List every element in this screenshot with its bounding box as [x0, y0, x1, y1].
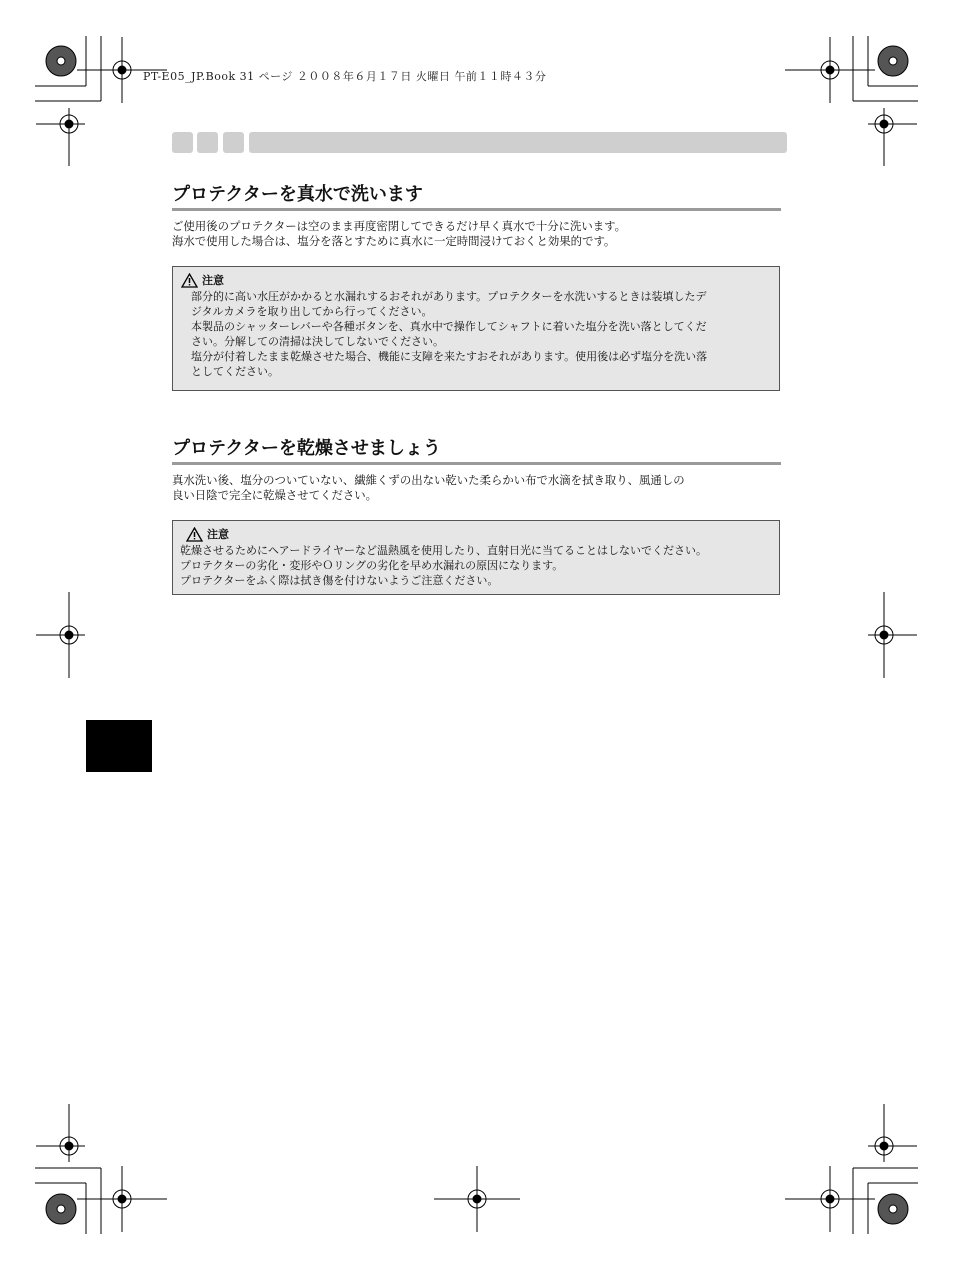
paragraph-line: 良い日陰で完全に乾燥させてください。 [172, 488, 378, 502]
caution-item: プロテクターをふく際は拭き傷を付けないようご注意ください。 [180, 574, 499, 587]
caution-box-dry [172, 520, 780, 595]
paragraph-line: 真水洗い後、塩分のついていない、繊維くずの出ない乾いた柔らかい布で水滴を拭き取り、風通しの [172, 473, 685, 487]
caution-title [181, 273, 771, 288]
caution-item-line: さい。分解しての清掃は決してしないでください。 [191, 335, 444, 348]
caution-item-line: ジタルカメラを取り出してから行ってください。 [191, 305, 433, 318]
caution-item [191, 319, 771, 349]
tab-block [172, 132, 193, 153]
caution-box-wash [172, 266, 780, 391]
caution-item-line: 本製品のシャッターレバーや各種ボタンを、真水中で操作してシャフトに着いた塩分を洗い落としてくだ [191, 320, 707, 333]
section-heading-dry: プロテクターを乾燥させましょう [172, 434, 781, 465]
caution-item: 乾燥させるためにヘアードライヤーなど温熱風を使用したり、直射日光に当てることはしないでください。 [180, 544, 708, 557]
section-tab-bar [172, 132, 787, 153]
warning-icon [181, 273, 198, 288]
caution-item-line: 塩分が付着したまま乾燥させた場合、機能に支障を来たすおそれがあります。使用後は必ず塩分を洗い落 [191, 350, 708, 363]
caution-title [180, 527, 775, 542]
caution-item-line: としてください。 [191, 365, 279, 378]
caution-label: 注意 [207, 528, 229, 541]
tab-bar-long [249, 132, 787, 153]
paragraph-line: 海水で使用した場合は、塩分を落とすために真水に一定時間浸けておくと効果的です。 [172, 234, 616, 248]
section-body-dry [172, 473, 784, 503]
caution-item [191, 289, 771, 319]
caution-label: 注意 [202, 274, 224, 287]
section-heading-wash: プロテクターを真水で洗います [172, 180, 781, 211]
caution-item: プロテクターの劣化・変形やＯリングの劣化を早め水漏れの原因になります。 [180, 559, 564, 572]
warning-icon [186, 527, 203, 542]
section-body-wash [172, 219, 784, 249]
caution-item-line: 部分的に高い水圧がかかると水漏れするおそれがあります。プロテクターを水洗いするときは装填したデ [191, 290, 707, 303]
running-head: PT-E05_JP.Book 31 ページ ２００８年６月１７日 火曜日 午前１１時４３分 [143, 70, 547, 83]
thumb-index-tab [86, 720, 152, 772]
tab-block [223, 132, 244, 153]
caution-item [191, 349, 771, 379]
paragraph-line: ご使用後のプロテクターは空のまま再度密閉してできるだけ早く真水で十分に洗います。 [172, 219, 627, 233]
tab-block [197, 132, 218, 153]
